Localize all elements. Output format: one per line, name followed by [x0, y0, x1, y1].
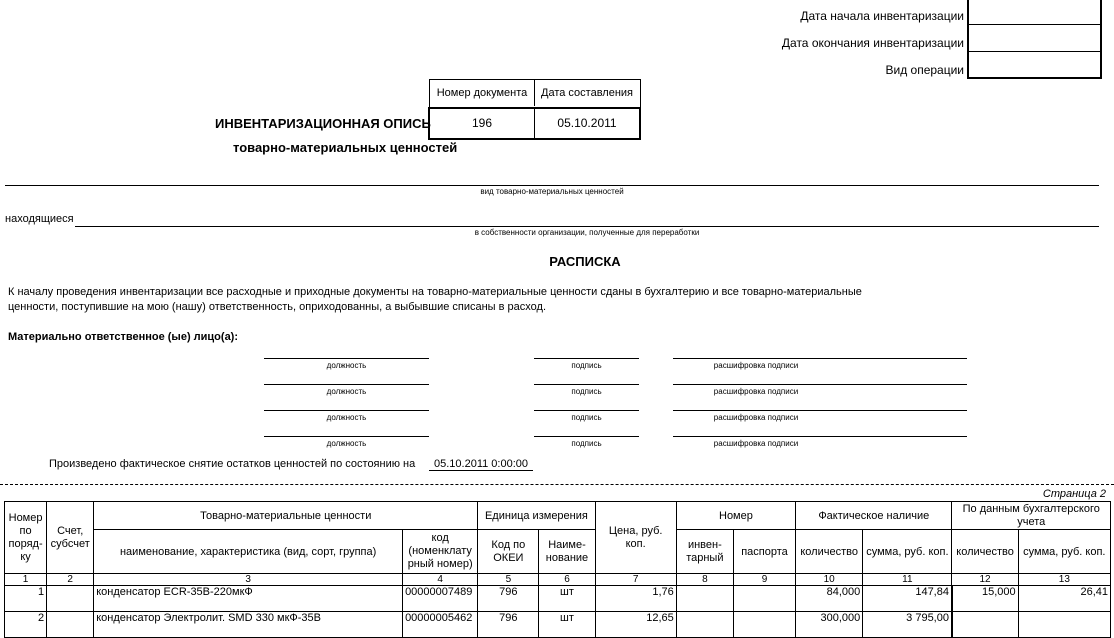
col-account-header: Счет, субсчет	[47, 502, 94, 574]
receipt-text-1: К началу проведения инвентаризации все расходные и приходные документы на товарно-материальные ценности сданы в бухгалтерию и все товарно-материальные	[8, 286, 862, 298]
doc-date-header: Дата составления	[541, 87, 633, 99]
actual-label: Произведено фактическое снятие остатков ценностей по состоянию на	[49, 458, 416, 470]
row-sum: 3 795,00	[863, 612, 952, 638]
col-num-cell: 4	[403, 574, 478, 586]
row-inventory	[676, 586, 733, 612]
col-qty-header: количество	[796, 530, 863, 574]
doc-title: ИНВЕНТАРИЗАЦИОННАЯ ОПИСЬ	[215, 116, 431, 131]
col-price-header: Цена, руб. коп.	[595, 502, 676, 574]
inventory-table	[4, 501, 1111, 638]
table-row[interactable]	[5, 612, 1111, 638]
col-num-cell: 13	[1018, 574, 1110, 586]
receipt-title: РАСПИСКА	[549, 254, 621, 269]
row-price: 12,65	[595, 612, 676, 638]
operation-label: Вид операции	[885, 63, 964, 77]
row-account	[47, 586, 94, 612]
col-fact-header: Фактическое наличие	[796, 502, 952, 530]
row-okei: 796	[478, 612, 539, 638]
page-label: Страница 2	[1042, 488, 1106, 500]
kind-line	[5, 185, 1099, 186]
col-tmc-header: Товарно-материальные ценности	[94, 502, 478, 530]
located-line	[75, 226, 1099, 227]
position-caption: должность	[326, 439, 367, 448]
start-date-label: Дата начала инвентаризации	[800, 9, 964, 23]
position-caption: должность	[326, 387, 367, 396]
col-okei-header: Код по ОКЕИ	[478, 530, 539, 574]
row-passport	[733, 612, 795, 638]
decode-caption: расшифровка подписи	[713, 413, 799, 422]
column-numbers-row	[5, 574, 1111, 586]
doc-number-header: Номер документа	[436, 87, 528, 99]
col-num-cell: 9	[733, 574, 795, 586]
col-book-sum-header: сумма, руб. коп.	[1018, 530, 1110, 574]
col-book-header: По данным бухгалтерского учета	[952, 502, 1111, 530]
col-passport-header: паспорта	[733, 530, 795, 574]
row-book-qty: 15,000	[952, 586, 1018, 612]
col-sum-header: сумма, руб. коп.	[863, 530, 952, 574]
row-book-sum: 26,41	[1018, 586, 1110, 612]
col-unit-header: Единица измерения	[478, 502, 595, 530]
col-book-qty-header: количество	[952, 530, 1018, 574]
col-num-cell: 6	[539, 574, 595, 586]
located-label: находящиеся	[5, 213, 74, 225]
start-date-field[interactable]	[967, 0, 1102, 25]
doc-number[interactable]: 196	[471, 116, 493, 130]
row-name: конденсатор ECR-35В-220мкФ	[94, 586, 403, 612]
signature-caption: подпись	[571, 387, 602, 396]
col-code-header: код (номенклату рный номер)	[403, 530, 478, 574]
persons-label: Материально ответственное (ые) лицо(а):	[8, 331, 239, 343]
row-account	[47, 612, 94, 638]
doc-date[interactable]: 05.10.2011	[557, 116, 617, 130]
row-okei: 796	[478, 586, 539, 612]
position-caption: должность	[326, 413, 367, 422]
col-num-cell: 12	[952, 574, 1018, 586]
position-caption: должность	[326, 361, 367, 370]
row-code: 00000005462	[403, 612, 478, 638]
row-number: 2	[5, 612, 47, 638]
end-date-field[interactable]	[967, 25, 1102, 52]
row-book-qty	[952, 612, 1018, 638]
row-unit: шт	[539, 586, 595, 612]
row-qty: 84,000	[796, 586, 863, 612]
col-number-header: Номер по поряд-ку	[5, 502, 47, 574]
col-num-cell: 11	[863, 574, 952, 586]
decode-caption: расшифровка подписи	[713, 387, 799, 396]
signature-caption: подпись	[571, 361, 602, 370]
row-inventory	[676, 612, 733, 638]
col-num-cell: 8	[676, 574, 733, 586]
row-number: 1	[5, 586, 47, 612]
col-name-header: наименование, характеристика (вид, сорт, группа)	[94, 530, 403, 574]
row-name: конденсатор Электролит. SMD 330 мкФ-35В	[94, 612, 403, 638]
col-num-cell: 5	[478, 574, 539, 586]
col-num-cell: 10	[796, 574, 863, 586]
decode-caption: расшифровка подписи	[713, 439, 799, 448]
col-num-group-header: Номер	[676, 502, 795, 530]
col-unit-name-header: Наиме-нование	[539, 530, 595, 574]
operation-field[interactable]	[967, 52, 1102, 79]
receipt-text-2: ценности, поступившие на мою (нашу) ответственность, оприходованны, а выбывшие списаны в расход.	[8, 301, 547, 313]
signature-caption: подпись	[571, 439, 602, 448]
col-num-cell: 1	[5, 574, 47, 586]
page-break-line	[0, 484, 1114, 485]
row-qty: 300,000	[796, 612, 863, 638]
table-row[interactable]	[5, 586, 1111, 612]
col-num-cell: 2	[47, 574, 94, 586]
row-sum: 147,84	[863, 586, 952, 612]
col-num-cell: 7	[595, 574, 676, 586]
actual-date[interactable]: 05.10.2011 0:00:00	[429, 458, 533, 471]
row-code: 00000007489	[403, 586, 478, 612]
row-price: 1,76	[595, 586, 676, 612]
signature-caption: подпись	[571, 413, 602, 422]
row-book-sum	[1018, 612, 1110, 638]
col-num-cell: 3	[94, 574, 403, 586]
decode-caption: расшифровка подписи	[713, 361, 799, 370]
col-inventory-header: инвен-тарный	[676, 530, 733, 574]
ownership-caption: в собственности организации, полученные для переработки	[474, 228, 700, 237]
end-date-label: Дата окончания инвентаризации	[781, 36, 964, 50]
kind-caption: вид товарно-материальных ценностей	[480, 187, 624, 196]
row-passport	[733, 586, 795, 612]
doc-subtitle: товарно-материальных ценностей	[233, 140, 458, 155]
row-unit: шт	[539, 612, 595, 638]
